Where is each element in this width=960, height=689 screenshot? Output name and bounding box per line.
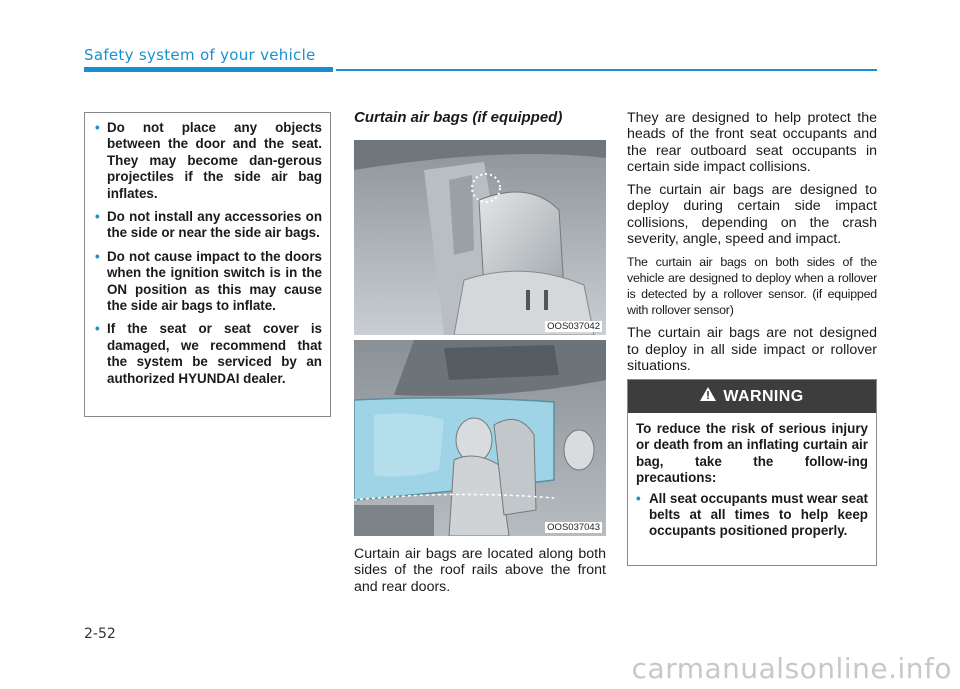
bullet-dot-icon: •	[95, 209, 100, 225]
bullet-dot-icon: •	[95, 120, 100, 135]
curtain-airbag-location-text: Curtain air bags are located along both sides of the roof rails above the front and rear doors.	[354, 546, 606, 595]
page-number: 2-52	[84, 626, 116, 642]
curtain-airbag-illustration	[354, 340, 606, 536]
figure-code: OOS037043	[547, 522, 600, 533]
warning-box	[627, 379, 877, 566]
middle-column	[354, 108, 606, 595]
subheading: Curtain air bags (if equipped)	[354, 109, 563, 126]
paragraph: The curtain air bags are not designed to deploy in all side impact or rollover situations.	[627, 325, 877, 374]
header-rule-thick	[84, 67, 333, 72]
warning-item: • All seat occupants must wear seat belts at all times to help keep occupants positioned properly.	[636, 490, 868, 539]
warning-triangle-icon	[700, 387, 716, 406]
warning-header	[628, 380, 876, 413]
bullet-dot-icon: •	[95, 321, 100, 337]
warning-title: WARNING	[723, 387, 804, 405]
paragraph: They are designed to help protect the heads of the front seat occupants and the rear outboard seat occupants in certain side impact collisions.	[627, 110, 877, 175]
warning-intro: To reduce the risk of serious injury or death from an inflating curtain air bag, take the follow-ing precautions:	[636, 421, 868, 486]
caution-item: • Do not install any accessories on the side or near the side air bags.	[95, 209, 322, 241]
caution-item: • Do not cause impact to the doors when the ignition switch is in the ON position as this may cause the side air bags to inflate.	[95, 248, 322, 314]
section-title: Safety system of your vehicle	[84, 46, 316, 64]
paragraph: The curtain air bags are designed to deploy during certain side impact collisions, depending on the crash severity, angle, speed and impact.	[627, 182, 877, 248]
header-rule-thin	[336, 69, 877, 71]
right-column	[627, 110, 877, 381]
caution-box	[84, 112, 331, 417]
watermark: carmanualsonline.info	[631, 652, 952, 685]
figure-code: OOS037042	[547, 321, 600, 332]
figure-seat-headrest	[354, 140, 606, 335]
caution-item: • If the seat or seat cover is damaged, we recommend that the system be serviced by an authorized HYUNDAI dealer.	[95, 321, 322, 386]
caution-item: • Do not place any objects between the door and the seat. They may become dan-gerous projectiles if the side air bag inflates.	[95, 120, 322, 201]
warning-body	[628, 413, 876, 540]
paragraph: The curtain air bags on both sides of the vehicle are designed to deploy when a rollover is detected by a rollover sensor. (if equipped with rollover sensor)	[627, 255, 877, 318]
caution-list	[95, 120, 322, 387]
bullet-dot-icon: •	[95, 248, 100, 264]
seat-illustration	[354, 140, 606, 335]
figure-curtain-airbag	[354, 340, 606, 536]
bullet-dot-icon: •	[636, 490, 641, 506]
